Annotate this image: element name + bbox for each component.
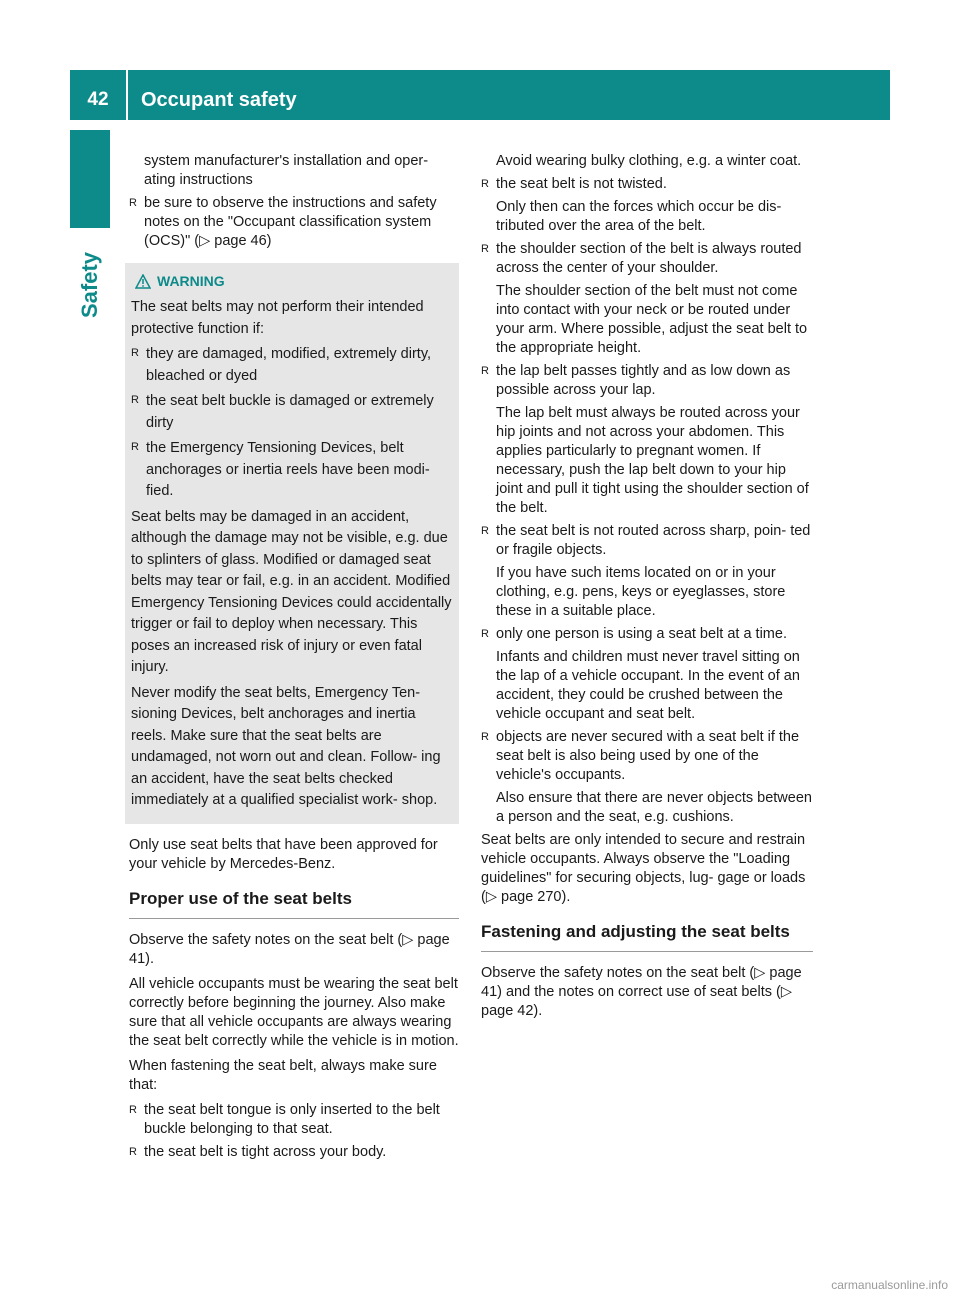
bullet-mark: R — [481, 731, 489, 743]
list-item-note: Infants and children must never travel sitting on the lap of a vehicle occupant. In the event of an accident, they could be crushed between the vehicle occupant and seat belt. — [496, 649, 800, 722]
list-item-text: the shoulder section of the belt is always routed across the center of your shoulder. — [496, 241, 802, 276]
bullet-mark: R — [481, 525, 489, 537]
list-item-text: the Emergency Tensioning Devices, belt anchorages or inertia reels have been modi- fied. — [146, 440, 430, 499]
side-tab — [70, 240, 110, 330]
list-item-text: only one person is using a seat belt at a time. — [496, 626, 787, 642]
paragraph: Seat belts are only intended to secure and restrain vehicle occupants. Always observe the "Loading guidelines" for securing objects, lug- gage or loads (▷ page 270). — [481, 832, 806, 905]
list-item-text: the seat belt is tight across your body. — [144, 1143, 387, 1160]
intro-continuation: system manufacturer's installation and oper- ating instructions — [144, 153, 429, 188]
list-item-note: The shoulder section of the belt must not come into contact with your neck or be routed under your arm. Where possible, adjust the seat belt to the appropriate height. — [496, 283, 808, 356]
warning-icon — [135, 274, 151, 289]
list-item-text: the seat belt is not twisted. — [496, 176, 667, 192]
list-item — [131, 391, 453, 434]
paragraph: Observe the safety notes on the seat belt (▷ page 41) and the notes on correct use of seat belts (▷ page 42). — [481, 965, 802, 1019]
warning-paragraph: Never modify the seat belts, Emergency Ten- sioning Devices, belt anchorages and inertia reels. Make sure that the seat belts are undamaged, not worn out and clean. Follow- ing an accident, have the seat belts checked immediately at a qualified specialist work- shop. — [131, 684, 441, 808]
bullet-mark: R — [481, 243, 489, 255]
bullet-mark: R — [131, 347, 139, 359]
bullet-mark: R — [481, 365, 489, 377]
list-item — [481, 240, 813, 278]
bullet-mark: R — [131, 394, 139, 406]
page-number: 42 — [87, 89, 109, 110]
list-item-text: the lap belt passes tightly and as low down as possible across your lap. — [496, 363, 791, 398]
list-item — [481, 175, 813, 194]
paragraph: When fastening the seat belt, always make sure that: — [129, 1057, 437, 1093]
list-item-note: The lap belt must always be routed across your hip joints and not across your abdomen. This applies particularly to pregnant women. If necessary, push the lap belt down to your hip joint and pull it tight using the shoulder section of the belt. — [496, 405, 809, 516]
list-item-text: the seat belt is not routed across sharp, poin- ted or fragile objects. — [496, 523, 811, 558]
list-item — [131, 438, 453, 503]
list-item — [481, 728, 813, 785]
warning-box — [125, 263, 459, 824]
bullet-mark: R — [129, 197, 137, 209]
header-divider — [126, 70, 128, 120]
list-item-note: Only then can the forces which occur be dis- tributed over the area of the belt. — [496, 199, 782, 234]
list-item — [129, 1101, 459, 1139]
side-tab-block — [70, 130, 110, 228]
paragraph: Only use seat belts that have been approved for your vehicle by Mercedes-Benz. — [129, 836, 438, 872]
list-item — [131, 344, 453, 387]
paragraph: Observe the safety notes on the seat belt (▷ page 41). — [129, 931, 450, 967]
list-item-text: the seat belt tongue is only inserted to the belt buckle belonging to that seat. — [144, 1101, 440, 1137]
list-item-note: If you have such items located on or in your clothing, e.g. pens, keys or eyeglasses, store these in a suitable place. — [496, 565, 786, 619]
bullet-mark: R — [129, 1145, 137, 1158]
section-heading: Fastening and adjusting the seat belts — [481, 921, 813, 952]
list-item — [129, 1143, 459, 1162]
watermark: carmanualsonline.info — [831, 1278, 948, 1292]
warning-paragraph: Seat belts may be damaged in an accident, although the damage may not be visible, e.g. due to splinters of glass. Modified or damaged seat belts may tear or fail, e.g. in an accident. Modified Emergency Tensioning Devices could accidentally trigger or fail to deploy when necessary. This poses an increased risk of injury or even fatal injury. — [131, 508, 452, 675]
bullet-mark: R — [481, 628, 489, 640]
side-tab-label: Safety — [77, 251, 102, 319]
list-item — [129, 194, 459, 251]
continuation: Avoid wearing bulky clothing, e.g. a winter coat. — [496, 153, 802, 169]
section-heading: Proper use of the seat belts — [129, 888, 459, 919]
left-column — [129, 152, 459, 1166]
page-title: Occupant safety — [141, 89, 297, 111]
list-item-text: the seat belt buckle is damaged or extremely dirty — [146, 393, 434, 431]
list-item-note: Also ensure that there are never objects between a person and the seat, e.g. cushions. — [496, 790, 812, 825]
list-item-text: objects are never secured with a seat belt if the seat belt is also being used by one of the vehicle's occupants. — [496, 729, 800, 783]
warning-intro: The seat belts may not perform their intended protective function if: — [131, 299, 424, 337]
list-item — [481, 522, 813, 560]
bullet-mark: R — [481, 178, 489, 190]
bullet-mark: R — [129, 1103, 137, 1116]
list-item — [481, 362, 813, 400]
bullet-mark: R — [131, 441, 139, 453]
list-item — [481, 625, 813, 644]
list-item-text: they are damaged, modified, extremely dirty, bleached or dyed — [146, 346, 432, 384]
warning-heading — [131, 271, 453, 293]
paragraph: All vehicle occupants must be wearing the seat belt correctly before beginning the journey. Also make sure that all vehicle occupants are always wearing the seat belt correctly while the vehicle is in motion. — [129, 975, 459, 1049]
list-item-text: be sure to observe the instructions and safety notes on the "Occupant classification system (OCS)" (▷ page 46) — [144, 195, 437, 249]
right-column — [481, 152, 813, 1027]
warning-title: WARNING — [157, 273, 225, 289]
